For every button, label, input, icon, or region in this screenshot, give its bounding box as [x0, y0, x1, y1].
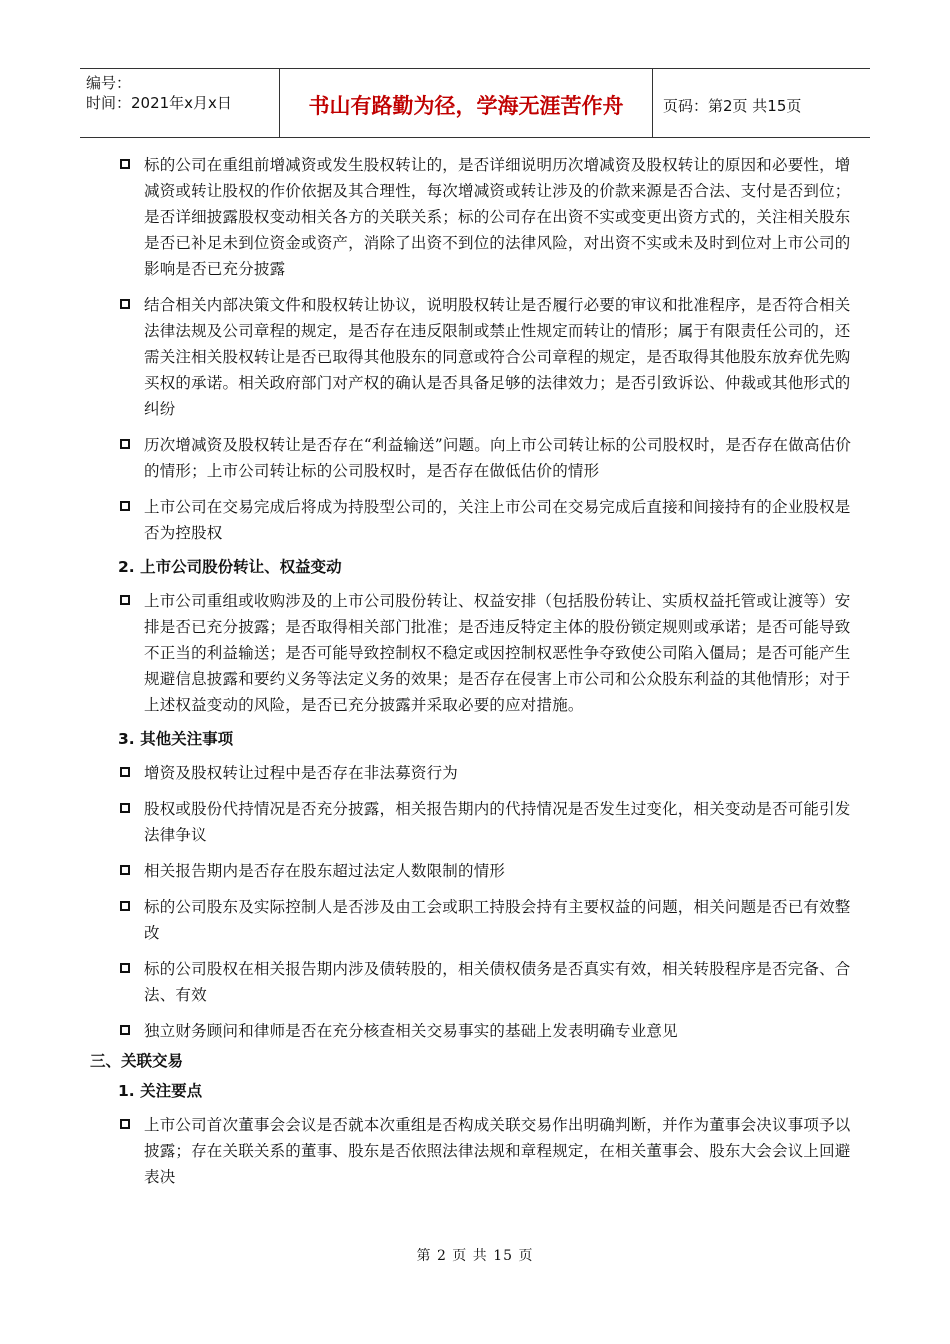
list-item-text: 增资及股权转让过程中是否存在非法募资行为	[144, 764, 459, 782]
list-item	[0, 432, 866, 484]
checkbox-bullet-icon	[120, 159, 130, 169]
checkbox-bullet-icon	[120, 299, 130, 309]
list-item	[0, 956, 866, 1008]
page-header	[80, 68, 870, 138]
list-item	[0, 760, 866, 786]
list-item-text: 相关报告期内是否存在股东超过法定人数限制的情形	[144, 862, 506, 880]
list-item	[0, 894, 866, 946]
list-item-text: 结合相关内部决策文件和股权转让协议，说明股权转让是否履行必要的审议和批准程序，是否符合相关法律法规及公司章程的规定，是否存在违反限制或禁止性规定而转让的情形；属于有限责任公司的，还需关注相关股权转让是否已取得其他股东的同意或符合公司章程的规定，是否取得其他股东放弃优先购买权的承诺。相关政府部门对产权的确认是否具备足够的法律效力；是否引致诉讼、仲裁或其他形式的纠纷	[144, 296, 851, 418]
list-item-text: 上市公司首次董事会会议是否就本次重组是否构成关联交易作出明确判断，并作为董事会决议事项予以披露；存在关联关系的董事、股东是否依照法律法规和章程规定，在相关董事会、股东大会会议上回避表决	[144, 1116, 851, 1186]
list-item	[0, 1112, 866, 1190]
list-item	[0, 858, 866, 884]
checkbox-bullet-icon	[120, 803, 130, 813]
list-item	[0, 494, 866, 546]
list-item	[0, 152, 866, 282]
checkbox-bullet-icon	[120, 1025, 130, 1035]
list-item-text: 历次增减资及股权转让是否存在“利益输送”问题。向上市公司转让标的公司股权时，是否存在做高估价的情形；上市公司转让标的公司股权时，是否存在做低估价的情形	[144, 436, 852, 480]
list-item-text: 上市公司在交易完成后将成为持股型公司的，关注上市公司在交易完成后直接和间接持有的企业股权是否为控股权	[144, 498, 851, 542]
checkbox-bullet-icon	[120, 963, 130, 973]
document-date: 时间：2021年x月x日	[86, 94, 232, 112]
section-heading: 2. 上市公司股份转让、权益变动	[118, 558, 342, 576]
list-item-text: 独立财务顾问和律师是否在充分核查相关交易事实的基础上发表明确专业意见	[144, 1022, 678, 1040]
section-heading: 3. 其他关注事项	[118, 730, 234, 748]
section-heading: 1. 关注要点	[118, 1082, 203, 1100]
checkbox-bullet-icon	[120, 439, 130, 449]
document-number-label: 编号：	[86, 74, 132, 92]
list-item-text: 上市公司重组或收购涉及的上市公司股份转让、权益安排（包括股份转让、实质权益托管或让渡等）安排是否已充分披露；是否取得相关部门批准；是否违反特定主体的股份锁定规则或承诺；是否可能导致不正当的利益输送；是否可能导致控制权不稳定或因控制权恶性争夺致使公司陷入僵局；是否可能产生规避信息披露和要约义务等法定义务的效果；是否存在侵害上市公司和公众股东利益的其他情形；对于上述权益变动的风险，是否已充分披露并采取必要的应对措施。	[144, 592, 851, 714]
list-item	[0, 796, 866, 848]
list-item	[0, 588, 866, 718]
document-body	[0, 152, 950, 1200]
checkbox-bullet-icon	[120, 901, 130, 911]
list-item-text: 标的公司股东及实际控制人是否涉及由工会或职工持股会持有主要权益的问题，相关问题是否已有效整改	[144, 898, 851, 942]
list-item-text: 股权或股份代持情况是否充分披露，相关报告期内的代持情况是否发生过变化，相关变动是否可能引发法律争议	[144, 800, 851, 844]
chapter-heading: 三、关联交易	[90, 1052, 184, 1070]
page-footer: 第 2 页 共 15 页	[416, 1248, 534, 1264]
checkbox-bullet-icon	[120, 501, 130, 511]
checkbox-bullet-icon	[120, 865, 130, 875]
header-page-info: 页码：第2页 共15页	[663, 96, 802, 115]
list-item-text: 标的公司股权在相关报告期内涉及债转股的，相关债权债务是否真实有效，相关转股程序是否完备、合法、有效	[144, 960, 851, 1004]
checkbox-bullet-icon	[120, 767, 130, 777]
list-item-text: 标的公司在重组前增减资或发生股权转让的，是否详细说明历次增减资及股权转让的原因和必要性，增减资或转让股权的作价依据及其合理性，每次增减资或转让涉及的价款来源是否合法、支付是否到位；是否详细披露股权变动相关各方的关联关系；标的公司存在出资不实或变更出资方式的，关注相关股东是否已补足未到位资金或资产，消除了出资不到位的法律风险，对出资不实或未及时到位对上市公司的影响是否已充分披露	[144, 156, 851, 278]
checkbox-bullet-icon	[120, 1119, 130, 1129]
header-motto: 书山有路勤为径，学海无涯苦作舟	[280, 69, 653, 137]
list-item	[0, 292, 866, 422]
checkbox-bullet-icon	[120, 595, 130, 605]
list-item	[0, 1018, 866, 1044]
header-meta	[80, 69, 280, 137]
